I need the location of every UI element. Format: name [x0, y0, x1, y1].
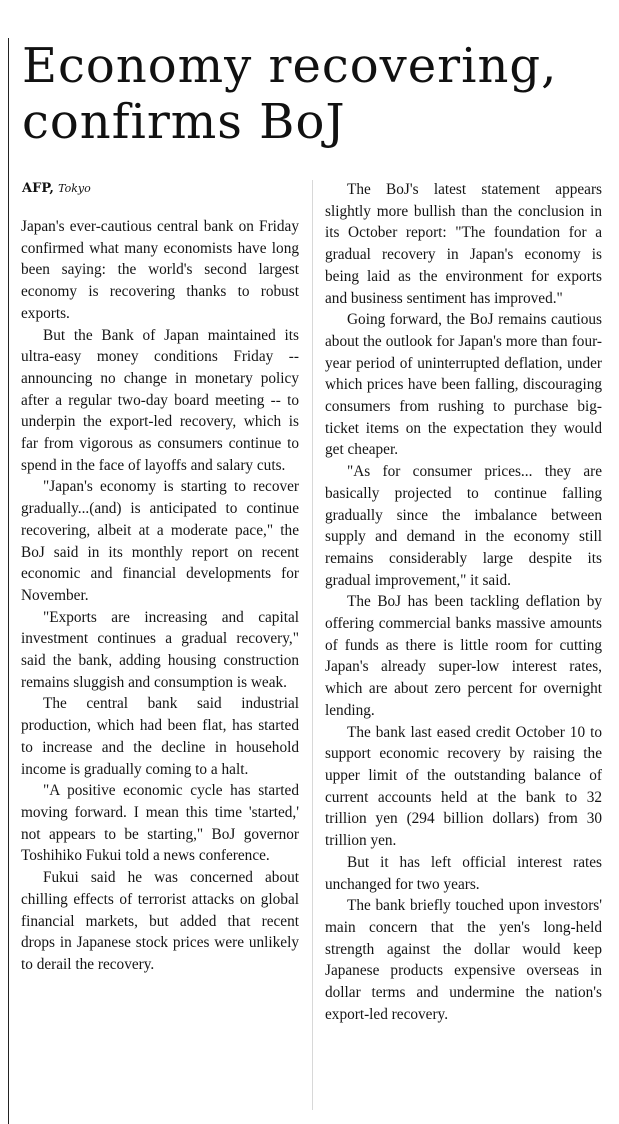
paragraph: But the Bank of Japan maintained its ultra-easy money conditions Friday -- announcing no change in monetary policy after a regular two-day board meeting -- to underpin the export-led recovery, which is far from vigorous as consumers continue to spend in the face of layoffs and salary cuts.	[21, 326, 299, 474]
byline-agency: AFP,	[22, 181, 54, 196]
paragraph: "As for consumer prices... they are basically projected to continue falling gradually since the imbalance between supply and demand in the economy still remains considerably large despite its gradual improvement," it said.	[325, 463, 602, 589]
paragraph: But it has left official interest rates unchanged for two years.	[325, 853, 602, 893]
paragraph: The BoJ's latest statement appears slightly more bullish than the conclusion in its October report: "The foundation for a gradual recovery in Japan's economy is being laid as the environment for exports and business sentiment has improved."	[325, 181, 602, 307]
paragraph: The BoJ has been tackling deflation by offering commercial banks massive amounts of funds as there is little room for cutting Japan's already super-low interest rates, which are about zero percent for overnight lending.	[325, 593, 602, 719]
byline	[22, 180, 91, 198]
paragraph: "Exports are increasing and capital investment continues a gradual recovery," said the bank, adding housing construction remains sluggish and consumption is weak.	[21, 608, 299, 691]
paragraph: The bank last eased credit October 10 to support economic recovery by raising the upper limit of the outstanding balance of current accounts held at the bank to 32 trillion yen (294 billion dollars) from 30 trillion yen.	[325, 723, 602, 850]
paragraph: Japan's ever-cautious central bank on Friday confirmed what many economists have long been saying: the world's second largest economy is recovering thanks to robust exports.	[21, 218, 299, 322]
left-column	[21, 216, 299, 976]
paragraph: The central bank said industrial production, which had been flat, has started to increase and the decline in household income is gradually coming to a halt.	[21, 695, 299, 778]
paragraph: Going forward, the BoJ remains cautious about the outlook for Japan's more than four-year period of uninterrupted deflation, under which prices have been falling, discouraging consumers from rushing to purchase big-ticket items on the expectation they would get cheaper.	[325, 311, 602, 459]
column-divider	[312, 180, 313, 1110]
right-column	[325, 179, 602, 1025]
paragraph: "A positive economic cycle has started moving forward. I mean this time 'started,' not appears to be starting," BoJ governor Toshihiko Fukui told a news conference.	[21, 782, 299, 865]
left-border-rule	[8, 38, 9, 1124]
byline-place: Tokyo	[58, 182, 91, 195]
paragraph: "Japan's economy is starting to recover gradually...(and) is anticipated to continue recovering, albeit at a moderate pace," the BoJ said in its monthly report on recent economic and financial developments for November.	[21, 478, 299, 604]
paragraph: Fukui said he was concerned about chilling effects of terrorist attacks on global financial markets, but added that recent drops in Japanese stock prices were unlikely to derail the recovery.	[21, 869, 299, 973]
headline: Economy recovering, confirms BoJ	[22, 38, 558, 150]
paragraph: The bank briefly touched upon investors' main concern that the yen's long-held strength against the dollar would keep Japanese products expensive overseas in dollar terms and undermine the nation's export-led recovery.	[325, 897, 602, 1023]
